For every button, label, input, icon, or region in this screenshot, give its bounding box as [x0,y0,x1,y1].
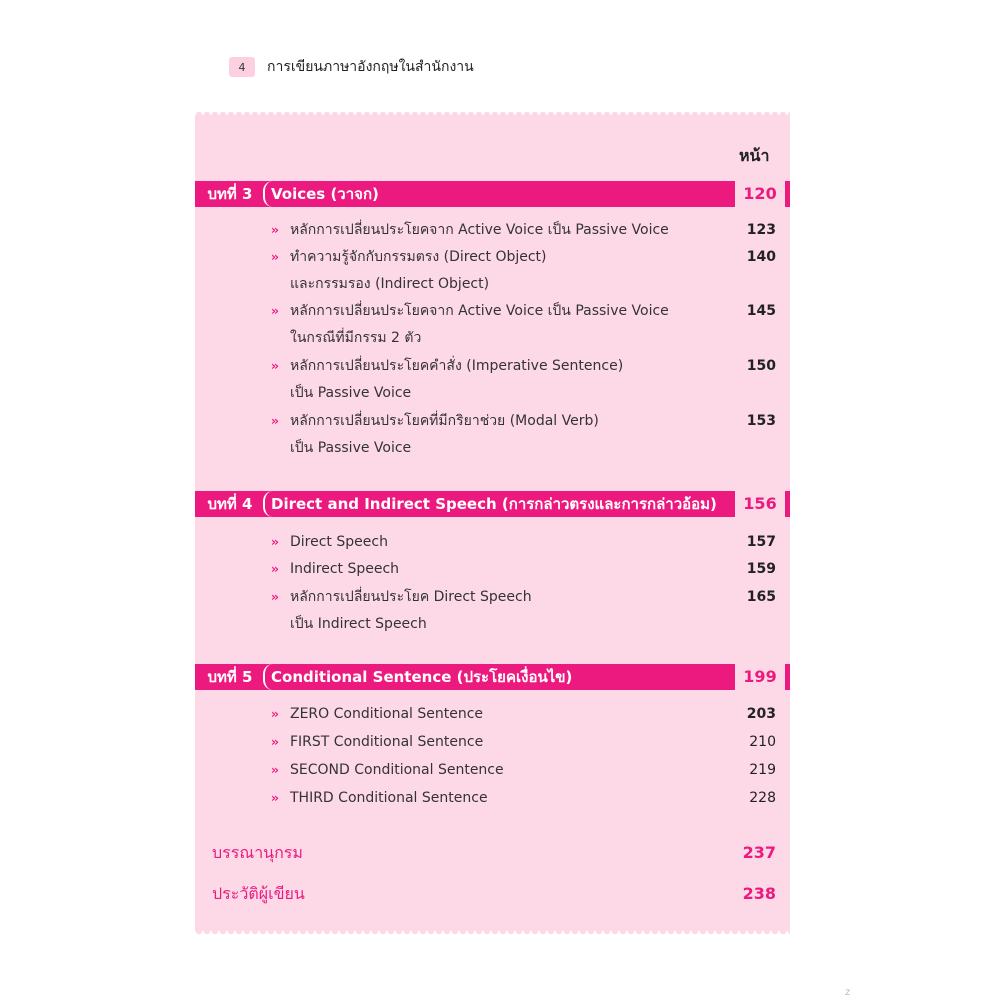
entry-text: หลักการเปลี่ยนประโยคจาก Active Voice เป็น Passive Voice [290,222,669,238]
entry-page: 140 [746,249,776,265]
running-head [229,57,474,77]
book-title: การเขียนภาษาอังกฤษในสำนักงาน [267,59,474,75]
entry-page: 228 [749,790,776,806]
double-chevron-icon: ›› [271,304,277,318]
chapter-3-bar[interactable] [195,181,785,207]
backmatter-page: 237 [742,843,776,862]
chapter-title: Direct and Indirect Speech (การกล่าวตรงและการกล่าวอ้อม) [263,491,717,517]
entry-text: หลักการเปลี่ยนประโยคจาก Active Voice เป็น Passive Voice ในกรณีที่มีกรรม 2 ตัว [290,303,669,346]
entry-text: หลักการเปลี่ยนประโยคคำสั่ง (Imperative Sentence) เป็น Passive Voice [290,358,624,401]
entry-page: 219 [749,762,776,778]
backmatter-label: บรรณานุกรม [212,843,303,862]
entry-page: 150 [746,358,776,374]
backmatter-page: 238 [742,884,776,903]
chapter-title: Conditional Sentence (ประโยคเงื่อนไข) [263,664,572,690]
entry-text: หลักการเปลี่ยนประโยคที่มีกริยาช่วย (Modal Verb) เป็น Passive Voice [290,413,599,456]
double-chevron-icon: ›› [271,414,277,428]
double-chevron-icon: ›› [271,223,277,237]
double-chevron-icon: ›› [271,791,277,805]
entry-text: Direct Speech [290,534,388,550]
entry-page: 153 [746,413,776,429]
chapter-5-bar[interactable] [195,664,785,690]
page-number-badge: 4 [229,57,255,77]
corner-mark: z [845,987,851,998]
entry-page: 123 [746,222,776,238]
chapter-number: บทที่ 5 [207,668,253,686]
entry-text: หลักการเปลี่ยนประโยค Direct Speech เป็น Indirect Speech [290,589,532,632]
backmatter-label: ประวัติผู้เขียน [212,884,305,903]
double-chevron-icon: ›› [271,735,277,749]
double-chevron-icon: ›› [271,535,277,549]
entry-text: SECOND Conditional Sentence [290,762,504,778]
double-chevron-icon: ›› [271,562,277,576]
chapter-tab-marker [785,491,790,517]
panel-bottom-edge [195,931,790,937]
entry-page: 159 [746,561,776,577]
page-column-header: หน้า [739,146,770,165]
entry-page: 203 [746,706,776,722]
chapter-number: บทที่ 4 [207,495,253,513]
chapter-tab-marker [785,664,790,690]
entry-text: ทำความรู้จักกับกรรมตรง (Direct Object) และกรรมรอง (Indirect Object) [290,249,547,292]
entry-text: FIRST Conditional Sentence [290,734,484,750]
chapter-page: 199 [735,664,785,690]
double-chevron-icon: ›› [271,359,277,373]
double-chevron-icon: ›› [271,250,277,264]
chapter-4-bar[interactable] [195,491,785,517]
double-chevron-icon: ›› [271,763,277,777]
chapter-tab-marker [785,181,790,207]
entry-text: Indirect Speech [290,561,400,577]
entry-page: 210 [749,734,776,750]
double-chevron-icon: ›› [271,707,277,721]
entry-text: ZERO Conditional Sentence [290,706,484,722]
entry-text: THIRD Conditional Sentence [290,790,488,806]
entry-page: 157 [746,534,776,550]
entry-page: 165 [746,589,776,605]
chapter-page: 156 [735,491,785,517]
chapter-title: Voices (วาจก) [263,181,379,207]
entry-page: 145 [746,303,776,319]
chapter-page: 120 [735,181,785,207]
double-chevron-icon: ›› [271,590,277,604]
chapter-number: บทที่ 3 [207,185,253,203]
